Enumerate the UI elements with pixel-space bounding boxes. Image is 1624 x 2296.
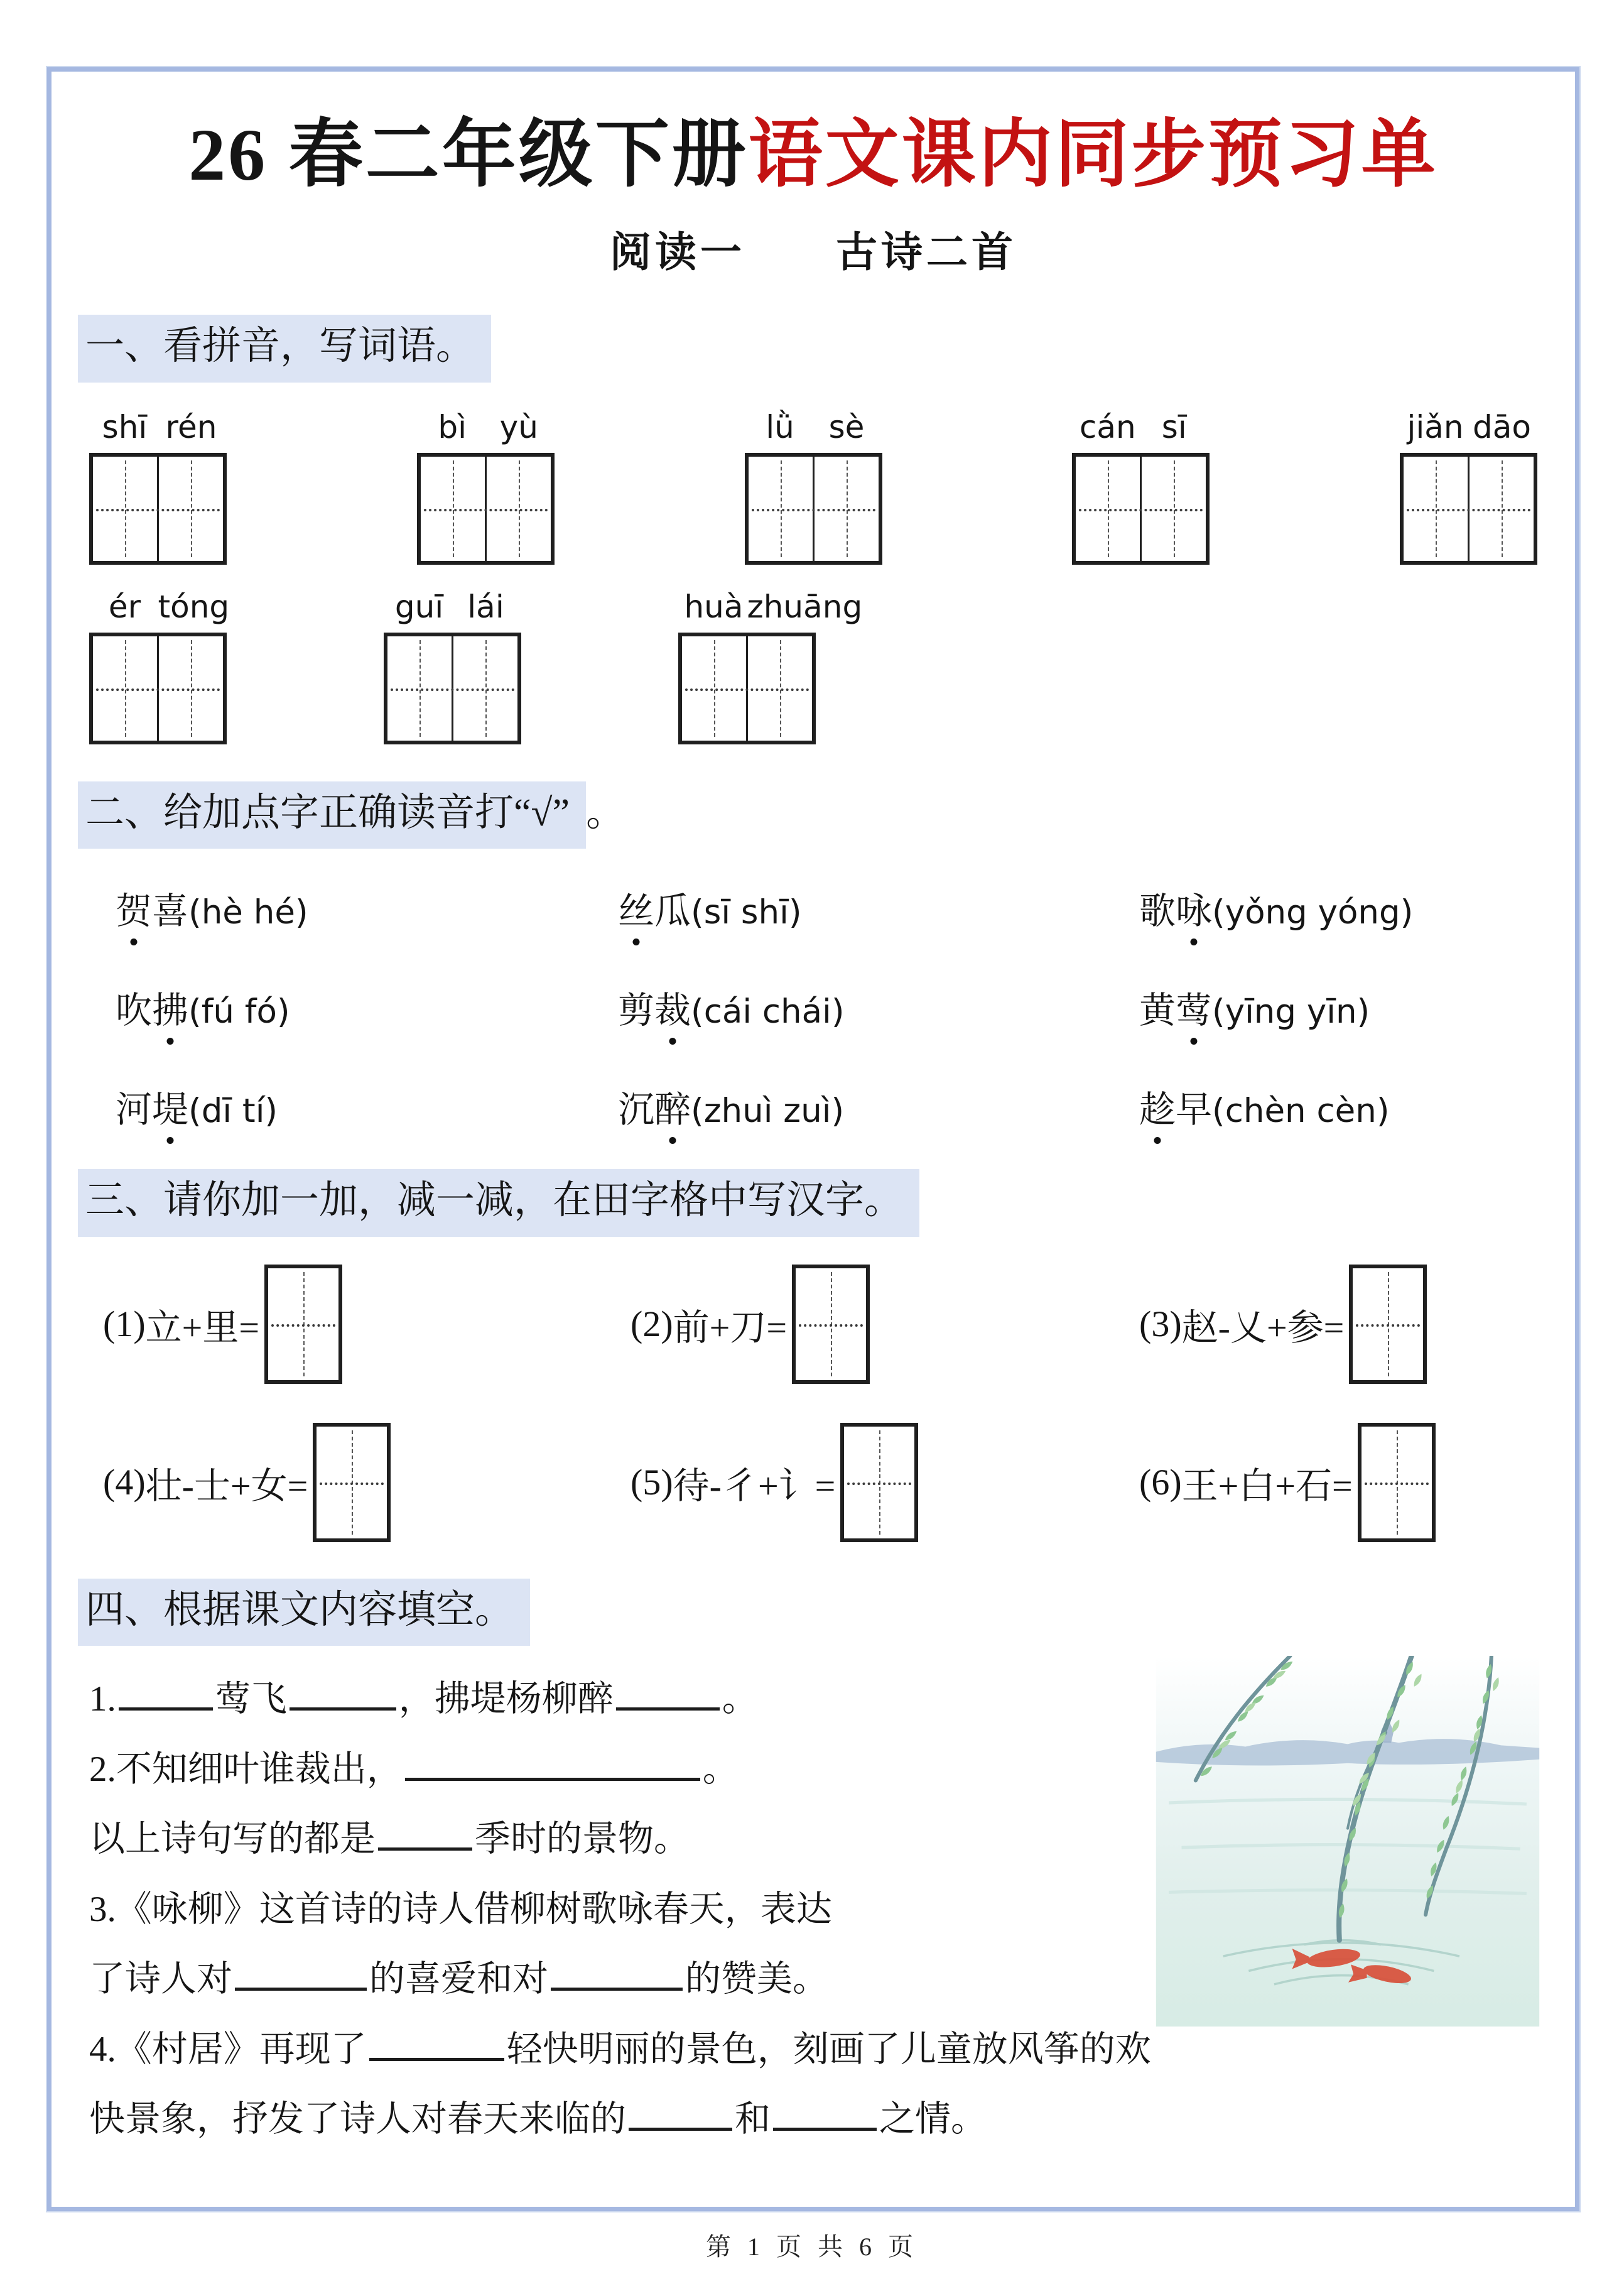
pinyin-syllable: ér	[108, 588, 141, 625]
pronunciation-choices: (sī shī)	[691, 893, 802, 932]
fill-text: 的喜爱和对	[369, 1959, 548, 1999]
word-character: 咏	[1176, 881, 1212, 934]
grid-cell	[1468, 457, 1534, 561]
pinyin-label	[1402, 409, 1535, 445]
phonics-item	[618, 881, 1139, 934]
answer-blank	[369, 2023, 504, 2061]
equation-number: (3)	[1139, 1303, 1182, 1344]
answer-blank	[119, 1672, 213, 1711]
grid-cell	[387, 636, 452, 741]
phonics-item	[1139, 1080, 1549, 1133]
pronunciation-choices: (yīng yīn)	[1212, 993, 1370, 1031]
equation-item	[631, 1265, 1139, 1384]
grid-cell	[157, 457, 223, 561]
pinyin-word-group	[678, 588, 863, 744]
answer-blank	[290, 1672, 396, 1711]
word-character: 趁	[1139, 1080, 1176, 1133]
pinyin-syllable: guī	[394, 588, 444, 625]
equation-number: (6)	[1139, 1462, 1182, 1503]
answer-blank	[773, 2092, 877, 2131]
writing-grid-box-single	[264, 1265, 342, 1384]
pinyin-syllable: lái	[467, 588, 504, 625]
grid-cell	[749, 457, 813, 561]
answer-blank	[551, 1952, 683, 1991]
section1-heading-line	[78, 315, 1549, 383]
section1-heading: 一、看拼音，写词语。	[78, 315, 491, 383]
phonics-item	[116, 881, 618, 934]
pronunciation-choices: (chèn cèn)	[1212, 1092, 1390, 1130]
character-equation-grid	[78, 1265, 1549, 1542]
page-border-frame	[47, 67, 1579, 2211]
word-character: 堤	[152, 1080, 188, 1133]
fill-text: 的赞美。	[685, 1959, 828, 1999]
lesson-subtitle: 阅读一 古诗二首	[610, 230, 1017, 276]
writing-grid-box	[384, 633, 521, 744]
grid-cell	[682, 636, 746, 741]
grid-cell	[1404, 457, 1468, 561]
grid-cell	[452, 636, 517, 741]
word-character: 河	[116, 1089, 153, 1130]
pinyin-syllable: tóng	[158, 588, 230, 625]
pronunciation-choices: (fú fó)	[188, 993, 290, 1031]
pronunciation-choices: (yǒng yóng)	[1212, 893, 1414, 932]
writing-grid-box	[678, 633, 816, 744]
pronunciation-choices: (hè hé)	[188, 893, 308, 932]
section4-heading-line	[78, 1579, 1549, 1646]
equation-item	[103, 1423, 631, 1542]
writing-grid-box	[1400, 453, 1537, 565]
phonics-item	[116, 981, 618, 1033]
grid-cell	[1076, 457, 1140, 561]
fill-line	[89, 1672, 1157, 1726]
page-title	[78, 94, 1549, 201]
grid-cell	[93, 636, 157, 741]
fill-text: 莺飞	[215, 1679, 287, 1719]
grid-cell	[157, 636, 223, 741]
pinyin-syllable: shī	[102, 408, 148, 445]
phonics-choice-grid	[78, 881, 1549, 1133]
pinyin-word-group	[417, 409, 555, 565]
answer-blank	[378, 1812, 472, 1851]
title-red-part: 语文课内同步预习单	[748, 114, 1438, 196]
fill-line	[89, 1743, 1157, 1797]
pinyin-row-1	[78, 409, 1549, 565]
phonics-item	[116, 1080, 618, 1133]
pinyin-syllable: bì	[438, 408, 467, 445]
equation-item	[1139, 1265, 1549, 1384]
grid-cell	[746, 636, 812, 741]
section2-heading: 二、给加点字正确读音打“√”	[78, 781, 586, 849]
fill-text: 季时的景物。	[475, 1819, 690, 1859]
willow-lake-koi-illustration	[1156, 1656, 1540, 2027]
grid-cell	[813, 457, 879, 561]
fill-text: 之情。	[879, 2099, 987, 2139]
word-character: 瓜	[654, 891, 691, 932]
fill-line	[89, 1952, 1157, 2006]
pinyin-word-group	[745, 409, 882, 565]
pinyin-syllable: sè	[828, 408, 865, 445]
pinyin-word-group	[89, 409, 227, 565]
word-character: 莺	[1176, 981, 1212, 1033]
writing-grid-box	[89, 633, 227, 744]
pinyin-syllable: sī	[1161, 408, 1187, 445]
pinyin-label	[92, 588, 230, 625]
section2-heading-period: 。	[586, 791, 625, 834]
pinyin-word-group	[1072, 409, 1210, 565]
writing-grid-box-single	[1349, 1265, 1427, 1384]
pinyin-word-group	[1400, 409, 1537, 565]
fill-text: 1.	[89, 1679, 116, 1719]
fill-text: 。	[702, 1749, 739, 1789]
answer-blank	[616, 1672, 720, 1711]
fill-line	[89, 1812, 1157, 1866]
writing-grid-box-single	[840, 1423, 918, 1542]
grid-cell	[1140, 457, 1206, 561]
equation-number: (2)	[631, 1303, 673, 1344]
answer-blank	[235, 1952, 367, 1991]
pinyin-label	[1075, 409, 1208, 445]
fill-line	[89, 2092, 1549, 2146]
fill-text: ，拂堤杨柳醉	[398, 1679, 614, 1719]
answer-blank	[405, 1743, 700, 1781]
writing-grid-box	[745, 453, 882, 565]
pinyin-syllable: lǜ	[766, 408, 794, 445]
title-black-part: 26 春二年级下册	[188, 114, 749, 196]
pinyin-word-group	[89, 588, 230, 744]
pinyin-syllable: jiǎn	[1407, 408, 1464, 445]
pinyin-syllable: huà	[684, 588, 744, 625]
fill-text: 以上诗句写的都是	[89, 1819, 376, 1859]
pronunciation-choices: (zhuì zuì)	[691, 1092, 845, 1130]
equation-number: (1)	[103, 1303, 146, 1344]
word-character: 裁	[654, 981, 691, 1033]
section3-heading-line	[78, 1169, 1549, 1237]
phonics-item	[1139, 881, 1549, 934]
writing-grid-box	[89, 453, 227, 565]
word-character: 沉	[618, 1089, 655, 1130]
word-character: 吹	[116, 990, 153, 1031]
fill-line	[89, 2023, 1549, 2077]
pronunciation-choices: (dī tí)	[188, 1092, 278, 1130]
page-number-footer: 第 1 页 共 6 页	[706, 2233, 918, 2261]
phonics-item	[618, 981, 1139, 1033]
equation-item	[631, 1423, 1139, 1542]
writing-grid-box-single	[792, 1265, 870, 1384]
pinyin-label	[419, 409, 552, 445]
writing-grid-box-single	[1358, 1423, 1436, 1542]
equation-expression: 王+白+石=	[1181, 1465, 1353, 1506]
fill-text: 快景象，抒发了诗人对春天来临的	[89, 2099, 626, 2139]
pinyin-row-2	[78, 589, 1549, 744]
word-character: 歌	[1139, 891, 1176, 932]
fill-in-area	[78, 1672, 1549, 2146]
writing-grid-box	[1072, 453, 1210, 565]
fill-text: 和	[735, 2099, 771, 2139]
word-character: 醉	[654, 1080, 691, 1133]
answer-blank	[629, 2092, 732, 2131]
equation-number: (4)	[103, 1462, 146, 1503]
grid-cell	[93, 457, 157, 561]
section3-heading: 三、请你加一加，减一减，在田字格中写汉字。	[78, 1169, 919, 1237]
equation-expression: 前+刀=	[673, 1307, 788, 1348]
fill-text: 2.不知细叶谁裁出，	[89, 1749, 403, 1789]
equation-expression: 立+里=	[145, 1307, 260, 1348]
pinyin-syllable: dāo	[1473, 408, 1531, 445]
pinyin-syllable: rén	[165, 408, 217, 445]
grid-cell	[421, 457, 485, 561]
word-character: 丝	[618, 881, 654, 934]
phonics-item	[618, 1080, 1139, 1133]
pinyin-syllable: yù	[499, 408, 538, 445]
word-character: 早	[1176, 1089, 1213, 1130]
pinyin-label	[386, 589, 519, 625]
phonics-item	[1139, 981, 1549, 1033]
pinyin-label	[747, 409, 880, 445]
fill-text: 4.《村居》再现了	[89, 2029, 367, 2069]
pinyin-syllable: zhuāng	[747, 588, 863, 625]
pinyin-label	[681, 588, 863, 625]
equation-item	[103, 1265, 631, 1384]
writing-grid-box-single	[313, 1423, 391, 1542]
grid-cell	[485, 457, 551, 561]
writing-grid-box	[417, 453, 555, 565]
word-character: 喜	[152, 891, 189, 932]
word-character: 剪	[618, 990, 655, 1031]
pinyin-label	[92, 409, 225, 445]
pinyin-syllable: cán	[1079, 408, 1136, 445]
section4-heading: 四、根据课文内容填空。	[78, 1579, 530, 1646]
equation-expression: 赵-乂+参=	[1181, 1307, 1345, 1348]
fill-text: 了诗人对	[89, 1959, 232, 1999]
equation-item	[1139, 1423, 1549, 1542]
fill-text: 。	[722, 1679, 758, 1719]
equation-expression: 壮-士+女=	[145, 1465, 308, 1506]
word-character: 贺	[116, 881, 152, 934]
fill-line	[89, 1883, 1157, 1937]
pronunciation-choices: (cái chái)	[691, 993, 845, 1031]
word-character: 拂	[152, 981, 188, 1033]
pinyin-word-group	[384, 589, 521, 744]
equation-number: (5)	[631, 1462, 673, 1503]
section2-heading-line	[78, 781, 1549, 849]
fill-text: 3.《咏柳》这首诗的诗人借柳树歌咏春天，表达	[89, 1889, 832, 1929]
fill-text: 轻快明丽的景色，刻画了儿童放风筝的欢	[506, 2029, 1151, 2069]
word-character: 黄	[1139, 990, 1176, 1031]
equation-expression: 待-彳+讠=	[673, 1465, 836, 1506]
